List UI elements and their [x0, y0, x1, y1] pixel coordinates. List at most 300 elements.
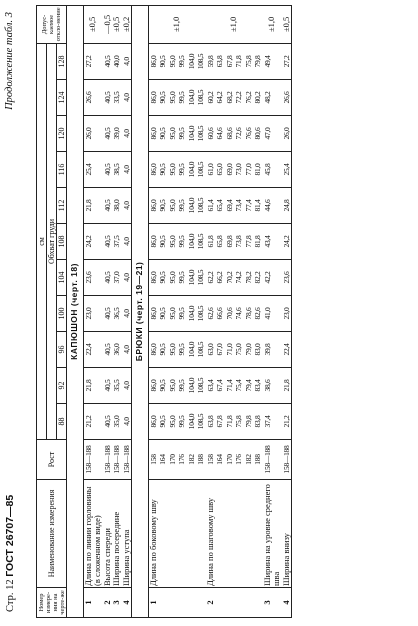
- value-line: 65,8: [215, 235, 224, 248]
- value-line: 75,8: [243, 55, 253, 68]
- value-line: 79,0: [243, 343, 253, 356]
- value-line: 71,4: [224, 379, 234, 392]
- value-cell: [206, 152, 263, 188]
- value-cell: 25,4: [282, 152, 292, 188]
- value-cell: 40,5: [103, 296, 113, 332]
- value-line: 76,6: [243, 127, 253, 140]
- value-line: 80,6: [253, 127, 262, 140]
- value-cell: 22,4: [83, 332, 103, 368]
- value-line: 86,0: [148, 415, 158, 428]
- value-line: 78,2: [243, 271, 253, 284]
- value-cell: 40,0: [112, 43, 122, 79]
- section-row: [67, 5, 84, 617]
- value-line: 99,5: [177, 55, 186, 68]
- height-cell: 158—188: [122, 440, 132, 480]
- value-cell: 23,0: [83, 296, 103, 332]
- value-cell: 4,0: [122, 116, 132, 152]
- measurement-name: Ширина внизу: [282, 480, 292, 588]
- measurement-number: 4: [282, 588, 292, 618]
- value-cell: 27,2: [282, 43, 292, 79]
- value-line: 63,4: [205, 379, 215, 392]
- height-cell: [206, 440, 263, 480]
- value-line: 70,6: [224, 307, 234, 320]
- value-line: 95,0: [167, 91, 177, 104]
- value-line: 95,0: [167, 307, 177, 320]
- tolerance-cell: ±0,2: [122, 5, 132, 43]
- measurement-number: 3: [112, 588, 122, 618]
- value-line: 63,8: [215, 55, 224, 68]
- value-line: 95,0: [167, 163, 177, 176]
- value-cell: 4,0: [122, 152, 132, 188]
- height-value: 182: [243, 454, 253, 465]
- chest-size-header: 108: [57, 224, 67, 260]
- value-line: 108,5: [196, 233, 205, 250]
- value-line: 90,5: [158, 55, 167, 68]
- value-line: 74,2: [234, 271, 243, 284]
- value-cell: [206, 404, 263, 440]
- value-line: 82,6: [253, 307, 262, 320]
- value-cell: [206, 116, 263, 152]
- section-title: КАПЮШОН (черт. 18): [67, 5, 84, 617]
- value-cell: [206, 80, 263, 116]
- value-cell: [206, 332, 263, 368]
- value-line: 104,0: [186, 413, 196, 430]
- value-line: 104,0: [186, 305, 196, 322]
- value-cell: 21,8: [83, 368, 103, 404]
- column-header-chest: Обхват груди: [47, 43, 57, 439]
- value-line: 86,0: [148, 199, 158, 212]
- value-line: 66,6: [215, 307, 224, 320]
- value-line: 81,0: [253, 163, 262, 176]
- value-cell: 48,2: [263, 80, 282, 116]
- value-cell: 38,6: [263, 368, 282, 404]
- value-line: 80,2: [253, 91, 262, 104]
- value-line: 108,5: [196, 341, 205, 358]
- value-line: 78,6: [243, 307, 253, 320]
- value-cell: 26,6: [282, 80, 292, 116]
- value-line: 90,5: [158, 163, 167, 176]
- chest-size-header: 124: [57, 80, 67, 116]
- value-line: 76,2: [243, 91, 253, 104]
- value-line: 72,2: [234, 91, 243, 104]
- value-line: 67,8: [224, 55, 234, 68]
- value-line: 99,5: [177, 199, 186, 212]
- value-line: 86,0: [148, 343, 158, 356]
- value-line: 86,0: [148, 55, 158, 68]
- page-number-and-standard: [4, 495, 16, 612]
- measurement-number: 1: [148, 588, 206, 618]
- value-line: 99,5: [177, 163, 186, 176]
- value-line: 104,0: [186, 233, 196, 250]
- value-line: 69,8: [224, 235, 234, 248]
- measurement-name: Длина по шаговому шву: [206, 480, 263, 588]
- value-cell: [148, 224, 206, 260]
- value-line: 71,0: [224, 343, 234, 356]
- value-line: 75,0: [234, 343, 243, 356]
- value-line: 104,0: [186, 125, 196, 142]
- value-cell: 43,4: [263, 224, 282, 260]
- measurement-name: Длина по боковому шву: [148, 480, 206, 588]
- value-line: 99,5: [177, 415, 186, 428]
- value-line: 71,8: [234, 55, 243, 68]
- value-line: 65,4: [215, 199, 224, 212]
- chest-size-header: 100: [57, 296, 67, 332]
- tolerance-cell: ±1,0: [206, 5, 263, 43]
- value-line: 90,5: [158, 127, 167, 140]
- value-cell: 4,0: [122, 332, 132, 368]
- tolerance-cell: —0,5: [103, 5, 113, 43]
- header-row: [37, 5, 47, 617]
- height-value: 188: [196, 454, 205, 465]
- value-cell: [148, 188, 206, 224]
- value-cell: 41,0: [263, 296, 282, 332]
- value-cell: [206, 296, 263, 332]
- value-line: 79,8: [243, 415, 253, 428]
- value-cell: 4,0: [122, 43, 132, 79]
- value-cell: 4,0: [122, 260, 132, 296]
- value-cell: 4,0: [122, 296, 132, 332]
- value-line: 108,5: [196, 197, 205, 214]
- value-cell: 24,8: [282, 188, 292, 224]
- value-line: 90,5: [158, 235, 167, 248]
- value-line: 79,8: [253, 55, 262, 68]
- value-cell: 39,0: [112, 116, 122, 152]
- value-line: 67,0: [215, 343, 224, 356]
- value-cell: 40,5: [103, 332, 113, 368]
- measurement-name: Ширина посередине: [112, 480, 122, 588]
- height-value: 164: [215, 454, 224, 465]
- value-line: 99,5: [177, 307, 186, 320]
- value-line: 79,4: [243, 379, 253, 392]
- value-line: 99,5: [177, 343, 186, 356]
- tolerance-cell: ±1,0: [263, 5, 282, 43]
- value-line: 86,0: [148, 235, 158, 248]
- value-line: 64,2: [215, 91, 224, 104]
- value-line: 95,0: [167, 199, 177, 212]
- value-line: 108,5: [196, 269, 205, 286]
- measurement-number: 1: [83, 588, 103, 618]
- chest-size-header: 92: [57, 368, 67, 404]
- value-cell: 21,2: [83, 404, 103, 440]
- table-row: [112, 5, 122, 617]
- value-cell: 40,5: [103, 80, 113, 116]
- height-value: 158: [148, 454, 158, 465]
- value-line: 60,2: [205, 91, 215, 104]
- value-line: 67,8: [215, 415, 224, 428]
- value-line: 82,2: [253, 271, 262, 284]
- value-cell: 21,8: [282, 368, 292, 404]
- value-line: 73,8: [234, 235, 243, 248]
- value-cell: 27,2: [83, 43, 103, 79]
- value-cell: 39,8: [263, 332, 282, 368]
- value-line: 95,0: [167, 271, 177, 284]
- value-cell: [206, 368, 263, 404]
- value-line: 108,5: [196, 125, 205, 142]
- value-cell: 45,8: [263, 152, 282, 188]
- value-line: 90,5: [158, 415, 167, 428]
- value-line: 90,5: [158, 379, 167, 392]
- tolerance-cell: ±0,5: [282, 5, 292, 43]
- value-line: 77,0: [243, 163, 253, 176]
- value-line: 95,0: [167, 55, 177, 68]
- value-cell: 37,5: [112, 224, 122, 260]
- table-continuation-label: Продолжение табл. 3: [4, 12, 15, 110]
- section-row: [132, 5, 149, 617]
- value-line: 86,0: [148, 163, 158, 176]
- value-line: 67,4: [215, 379, 224, 392]
- value-cell: 4,0: [122, 188, 132, 224]
- value-line: 95,0: [167, 235, 177, 248]
- height-value: 188: [253, 454, 262, 465]
- value-cell: 40,5: [103, 188, 113, 224]
- value-cell: 38,5: [112, 152, 122, 188]
- value-cell: [148, 368, 206, 404]
- table-body: [67, 5, 292, 617]
- value-cell: [206, 224, 263, 260]
- value-line: 95,0: [167, 379, 177, 392]
- value-line: 62,2: [205, 271, 215, 284]
- table-header: [37, 5, 67, 617]
- value-line: 86,0: [148, 307, 158, 320]
- value-cell: 23,6: [83, 260, 103, 296]
- value-cell: 40,5: [103, 116, 113, 152]
- value-line: 61,0: [205, 163, 215, 176]
- value-cell: 49,4: [263, 43, 282, 79]
- value-cell: 26,0: [83, 116, 103, 152]
- value-line: 104,0: [186, 53, 196, 70]
- tolerance-cell: ±0,5: [83, 5, 103, 43]
- height-value: 176: [234, 454, 243, 465]
- value-line: 73,0: [234, 163, 243, 176]
- page-header: [4, 0, 22, 626]
- value-line: 66,2: [215, 271, 224, 284]
- value-line: 75,8: [234, 415, 243, 428]
- value-line: 90,5: [158, 199, 167, 212]
- chest-size-header: 116: [57, 152, 67, 188]
- height-cell: 158—188: [263, 440, 282, 480]
- tolerance-cell: ±1,0: [148, 5, 206, 43]
- table-row: [122, 5, 132, 617]
- value-line: 68,2: [224, 91, 234, 104]
- chest-size-header: 104: [57, 260, 67, 296]
- value-line: 104,0: [186, 269, 196, 286]
- value-line: 104,0: [186, 89, 196, 106]
- value-cell: [148, 404, 206, 440]
- value-cell: 36,5: [112, 296, 122, 332]
- value-cell: 40,5: [103, 260, 113, 296]
- value-cell: 33,5: [112, 80, 122, 116]
- chest-size-header: 88: [57, 404, 67, 440]
- value-cell: [206, 260, 263, 296]
- value-cell: 26,0: [282, 116, 292, 152]
- value-cell: 36,0: [112, 332, 122, 368]
- value-line: 108,5: [196, 89, 205, 106]
- measurement-name: Ширина уступа: [122, 480, 132, 588]
- height-value: 176: [177, 454, 186, 465]
- value-cell: 40,5: [103, 404, 113, 440]
- value-cell: [148, 43, 206, 79]
- value-cell: [206, 188, 263, 224]
- value-line: 72,6: [234, 127, 243, 140]
- value-cell: 40,5: [103, 152, 113, 188]
- value-cell: 37,4: [263, 404, 282, 440]
- value-cell: 4,0: [122, 368, 132, 404]
- value-cell: 23,6: [282, 260, 292, 296]
- value-cell: 40,5: [103, 43, 113, 79]
- height-cell: 158—188: [83, 440, 103, 480]
- value-line: 74,6: [234, 307, 243, 320]
- tolerance-cell: ±0,5: [112, 5, 122, 43]
- value-cell: [148, 116, 206, 152]
- height-value: 158: [205, 454, 215, 465]
- table-row: [282, 5, 292, 617]
- column-header-height: Рост: [37, 440, 67, 480]
- value-cell: 44,6: [263, 188, 282, 224]
- value-line: 104,0: [186, 341, 196, 358]
- page-number: Стр. 12: [5, 579, 16, 612]
- value-cell: 38,0: [112, 188, 122, 224]
- value-cell: [148, 260, 206, 296]
- chest-size-header: 112: [57, 188, 67, 224]
- height-cell: 158—188: [112, 440, 122, 480]
- value-line: 81,4: [253, 199, 262, 212]
- value-cell: 40,5: [103, 224, 113, 260]
- column-header-unit: см: [37, 43, 47, 439]
- value-line: 62,6: [205, 307, 215, 320]
- height-cell: [148, 440, 206, 480]
- value-cell: 25,4: [83, 152, 103, 188]
- value-line: 69,4: [224, 199, 234, 212]
- value-line: 104,0: [186, 197, 196, 214]
- height-cell: 158—188: [282, 440, 292, 480]
- measurement-number: 2: [206, 588, 263, 618]
- value-line: 81,8: [253, 235, 262, 248]
- value-line: 63,0: [205, 343, 215, 356]
- value-line: 86,0: [148, 91, 158, 104]
- value-line: 104,0: [186, 161, 196, 178]
- height-value: 164: [158, 454, 167, 465]
- value-cell: 40,5: [103, 368, 113, 404]
- table-row: [263, 5, 282, 617]
- value-cell: [148, 152, 206, 188]
- value-line: 108,5: [196, 161, 205, 178]
- value-line: 61,8: [205, 235, 215, 248]
- value-line: 108,5: [196, 53, 205, 70]
- value-cell: [148, 296, 206, 332]
- value-cell: 35,5: [112, 368, 122, 404]
- value-cell: 35,0: [112, 404, 122, 440]
- value-line: 99,5: [177, 379, 186, 392]
- value-line: 99,5: [177, 271, 186, 284]
- value-cell: 24,2: [83, 224, 103, 260]
- value-line: 65,0: [215, 163, 224, 176]
- value-cell: 26,6: [83, 80, 103, 116]
- value-line: 95,0: [167, 127, 177, 140]
- value-cell: 23,0: [282, 296, 292, 332]
- chest-size-header: 96: [57, 332, 67, 368]
- value-line: 90,5: [158, 307, 167, 320]
- measurement-number: 4: [122, 588, 132, 618]
- measurements-table: [36, 5, 292, 618]
- value-cell: 24,2: [282, 224, 292, 260]
- value-line: 99,5: [177, 127, 186, 140]
- height-cell: 158—188: [103, 440, 113, 480]
- section-title: БРЮКИ (черт. 19—21): [132, 5, 149, 617]
- value-cell: 4,0: [122, 224, 132, 260]
- value-line: 108,5: [196, 305, 205, 322]
- value-line: 90,5: [158, 271, 167, 284]
- height-value: 170: [224, 454, 234, 465]
- value-cell: 21,2: [282, 404, 292, 440]
- value-line: 108,5: [196, 377, 205, 394]
- value-cell: [148, 80, 206, 116]
- table-row: [148, 5, 206, 617]
- value-line: 63,8: [205, 415, 215, 428]
- chest-size-header: 128: [57, 43, 67, 79]
- value-line: 73,4: [234, 199, 243, 212]
- value-line: 90,5: [158, 91, 167, 104]
- table-row: [206, 5, 263, 617]
- value-line: 104,0: [186, 377, 196, 394]
- value-line: 75,4: [234, 379, 243, 392]
- value-line: 77,4: [243, 199, 253, 212]
- column-header-number: Номер измере-ния на черте-же: [37, 588, 67, 618]
- value-line: 60,6: [205, 127, 215, 140]
- value-line: 99,5: [177, 235, 186, 248]
- value-line: 86,0: [148, 127, 158, 140]
- value-line: 108,5: [196, 413, 205, 430]
- value-line: 83,0: [253, 343, 262, 356]
- value-line: 61,4: [205, 199, 215, 212]
- value-line: 68,6: [224, 127, 234, 140]
- value-line: 59,8: [205, 55, 215, 68]
- value-line: 71,8: [224, 415, 234, 428]
- chest-size-header: 120: [57, 116, 67, 152]
- value-line: 77,8: [243, 235, 253, 248]
- value-cell: 47,0: [263, 116, 282, 152]
- value-line: 86,0: [148, 379, 158, 392]
- height-value: 170: [167, 454, 177, 465]
- height-value: 182: [186, 454, 196, 465]
- value-cell: 42,2: [263, 260, 282, 296]
- value-line: 83,4: [253, 379, 262, 392]
- value-cell: 4,0: [122, 404, 132, 440]
- measurement-number: 3: [263, 588, 282, 618]
- value-cell: [206, 43, 263, 79]
- table-row: [83, 5, 103, 617]
- value-line: 64,6: [215, 127, 224, 140]
- value-line: 95,0: [167, 343, 177, 356]
- value-cell: 4,0: [122, 80, 132, 116]
- value-cell: 37,0: [112, 260, 122, 296]
- value-line: 99,5: [177, 91, 186, 104]
- measurement-name: Высота спереди: [103, 480, 113, 588]
- value-line: 95,0: [167, 415, 177, 428]
- value-line: 83,8: [253, 415, 262, 428]
- measurement-name: Ширина на уровне среднего шва: [263, 480, 282, 588]
- value-line: 69,0: [224, 163, 234, 176]
- column-header-tolerance: Допус-каемое откло-нение: [37, 5, 67, 43]
- value-line: 86,0: [148, 271, 158, 284]
- value-line: 70,2: [224, 271, 234, 284]
- standard-code: ГОСТ 26707—85: [4, 494, 16, 577]
- value-cell: 22,4: [282, 332, 292, 368]
- value-cell: 21,8: [83, 188, 103, 224]
- measurement-number: 2: [103, 588, 113, 618]
- value-line: 90,5: [158, 343, 167, 356]
- measurement-name: Длина по линии горловины (в сложенном виде): [83, 480, 103, 588]
- value-cell: [148, 332, 206, 368]
